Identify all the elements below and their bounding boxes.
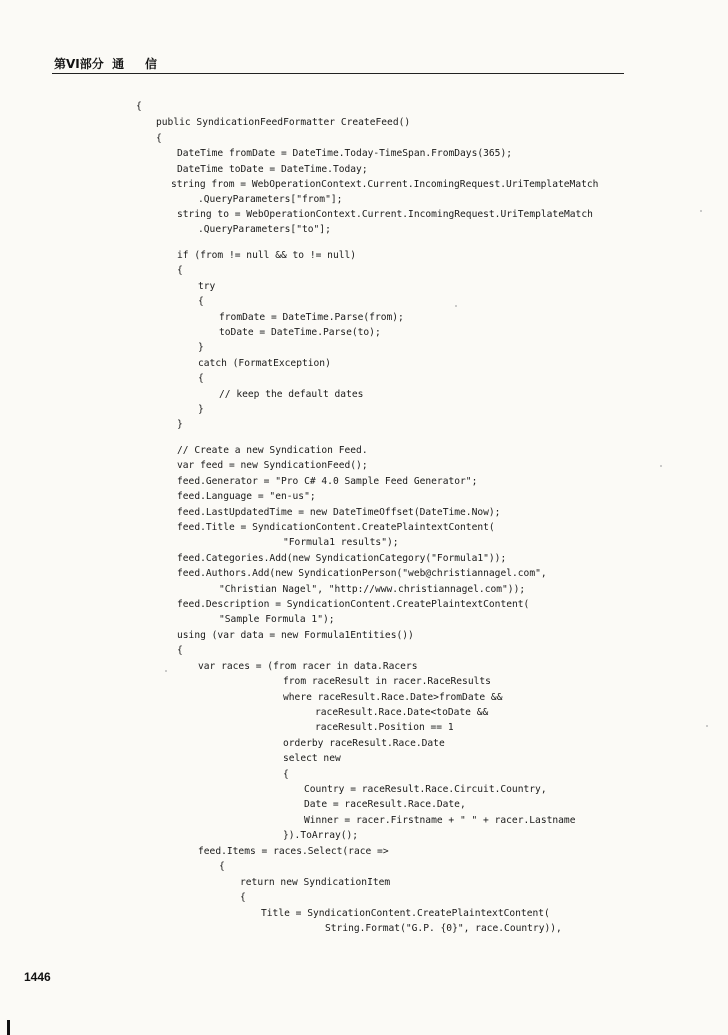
code-line: orderby raceResult.Race.Date [283, 738, 445, 749]
code-line: feed.Language = "en-us"; [177, 491, 316, 502]
code-line: { [136, 101, 142, 112]
code-line: { [198, 296, 204, 307]
code-line: .QueryParameters["to"]; [198, 224, 331, 235]
code-line: feed.Authors.Add(new SyndicationPerson("web@christiannagel.com", [177, 568, 547, 579]
code-line: raceResult.Position == 1 [315, 722, 454, 733]
code-line: catch (FormatException) [198, 358, 331, 369]
code-line: var feed = new SyndicationFeed(); [177, 460, 368, 471]
code-line: { [240, 892, 246, 903]
code-line: { [177, 645, 183, 656]
scan-speck [700, 210, 702, 212]
code-line: feed.LastUpdatedTime = new DateTimeOffset(DateTime.Now); [177, 507, 501, 518]
code-line: Country = raceResult.Race.Circuit.Country, [304, 784, 547, 795]
code-line: feed.Items = races.Select(race => [198, 846, 389, 857]
page-number: 1446 [24, 970, 51, 984]
code-line: } [198, 404, 204, 415]
code-line: using (var data = new Formula1Entities()) [177, 630, 414, 641]
code-line: DateTime toDate = DateTime.Today; [177, 164, 368, 175]
code-line: where raceResult.Race.Date>fromDate && [283, 692, 503, 703]
code-line: toDate = DateTime.Parse(to); [219, 327, 381, 338]
scan-speck [706, 725, 708, 727]
code-line: string from = WebOperationContext.Current.IncomingRequest.UriTemplateMatch [171, 179, 599, 190]
code-line: "Formula1 results"); [283, 537, 399, 548]
code-line: { [219, 861, 225, 872]
running-header [54, 55, 157, 72]
code-line: Winner = racer.Firstname + " " + racer.Lastname [304, 815, 576, 826]
code-line: Date = raceResult.Race.Date, [304, 799, 466, 810]
code-line: { [177, 265, 183, 276]
scan-speck [455, 305, 457, 307]
code-line: { [283, 769, 289, 780]
code-line: string to = WebOperationContext.Current.IncomingRequest.UriTemplateMatch [177, 209, 593, 220]
code-line: feed.Categories.Add(new SyndicationCategory("Formula1")); [177, 553, 507, 564]
header-title2: 信 [145, 57, 158, 71]
code-line: raceResult.Race.Date<toDate && [315, 707, 489, 718]
code-line: "Christian Nagel", "http://www.christiannagel.com")); [219, 584, 526, 595]
code-line: from raceResult in racer.RaceResults [283, 676, 491, 687]
code-line: feed.Title = SyndicationContent.CreatePlaintextContent( [177, 522, 495, 533]
code-line: try [198, 281, 216, 292]
code-line: DateTime fromDate = DateTime.Today-TimeSpan.FromDays(365); [177, 148, 513, 159]
code-line: if (from != null && to != null) [177, 250, 357, 261]
code-line: public SyndicationFeedFormatter CreateFeed() [156, 117, 411, 128]
code-line: { [156, 133, 162, 144]
header-title: 通 [112, 57, 125, 71]
header-rule [52, 73, 624, 74]
code-line: feed.Generator = "Pro C# 4.0 Sample Feed Generator"; [177, 476, 478, 487]
code-line: String.Format("G.P. {0}", race.Country)), [325, 923, 562, 934]
code-line: "Sample Formula 1"); [219, 614, 335, 625]
scan-speck [165, 670, 167, 672]
code-line: return new SyndicationItem [240, 877, 391, 888]
code-line: var races = (from racer in data.Racers [198, 661, 418, 672]
scan-speck [660, 465, 662, 467]
code-line: Title = SyndicationContent.CreatePlaintextContent( [261, 908, 550, 919]
code-line: fromDate = DateTime.Parse(from); [219, 312, 404, 323]
code-line: .QueryParameters["from"]; [198, 194, 343, 205]
code-line: }).ToArray(); [283, 830, 359, 841]
code-line: select new [283, 753, 341, 764]
code-line: feed.Description = SyndicationContent.CreatePlaintextContent( [177, 599, 530, 610]
code-line: // keep the default dates [219, 389, 364, 400]
code-line: } [177, 419, 183, 430]
header-section: 第VI部分 [54, 57, 104, 71]
scan-mark [7, 1020, 10, 1035]
code-line: } [198, 342, 204, 353]
code-line: // Create a new Syndication Feed. [177, 445, 368, 456]
code-line: { [198, 373, 204, 384]
